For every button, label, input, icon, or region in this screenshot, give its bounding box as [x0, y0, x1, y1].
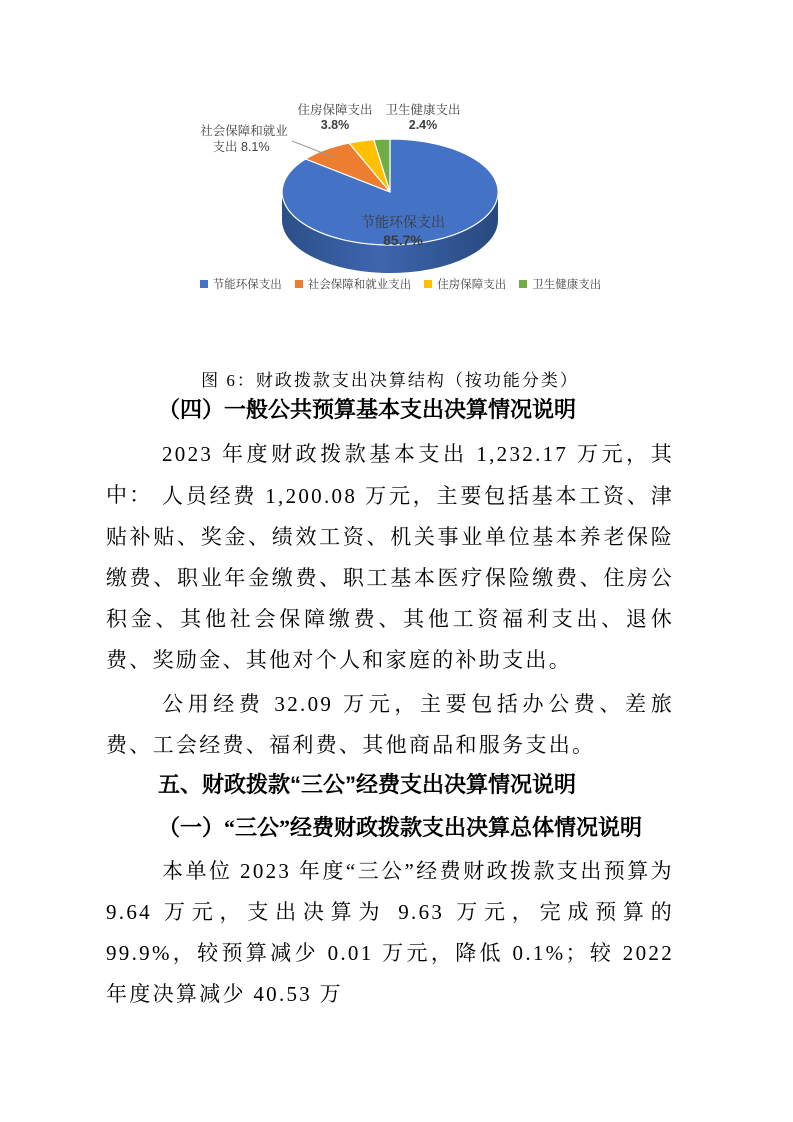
legend-label: 卫生健康支出 — [532, 279, 602, 291]
legend-swatch-orange-icon — [295, 280, 303, 288]
heading-subsection-one: （一）“三公”经费财政拨款支出决算总体情况说明 — [158, 815, 643, 840]
legend-item-housing — [424, 276, 506, 292]
data-label-social-line2: 支出 8.1% — [212, 140, 270, 154]
legend-item-social-security — [295, 276, 412, 292]
legend-swatch-yellow-icon — [424, 280, 432, 288]
data-label-social-line1: 社会保障和就业 — [200, 124, 288, 138]
heading-section-four: （四）一般公共预算基本支出决算情况说明 — [158, 397, 577, 422]
legend-item-health — [519, 276, 601, 292]
data-label-health-line2: 2.4% — [408, 118, 438, 132]
legend-label: 社会保障和就业支出 — [307, 279, 412, 291]
figure-caption: 图 6：财政拨款支出决算结构（按功能分类） — [201, 371, 579, 390]
paragraph-personnel-expenses: 人员经费 1,200.08 万元，主要包括基本工资、津贴补贴、奖金、绩效工资、机关事业单位基本养老保险缴费、职业年金缴费、职工基本医疗保险缴费、住房公积金、其他社会保障缴费、其他工资福利支出、退休费、奖励金、其他对个人和家庭的补助支出。 — [106, 484, 674, 672]
heading-section-five: 五、财政拨款“三公”经费支出决算情况说明 — [158, 772, 577, 797]
data-label-main-line1: 节能环保支出 — [361, 214, 445, 230]
data-label-housing-line2: 3.8% — [320, 118, 350, 132]
data-label-housing-line1: 住房保障支出 — [297, 103, 373, 117]
legend-item-energy-conservation — [200, 276, 282, 292]
data-label-health-line1: 卫生健康支出 — [385, 103, 461, 117]
paragraph-public-expenses: 公用经费 32.09 万元，主要包括办公费、差旅费、工会经费、福利费、其他商品和服务支出。 — [106, 692, 674, 757]
paragraph-basic-expenditure-total: 2023 年度财政拨款基本支出 1,232.17 万元，其中： — [106, 442, 674, 507]
data-label-main-line2: 85.7% — [383, 232, 423, 248]
legend-swatch-blue-icon — [200, 280, 208, 288]
pie-chart-figure — [148, 95, 653, 307]
paragraph-sangong-overview: 本单位 2023 年度“三公”经费财政拨款支出预算为 9.64 万元，支出决算为 9.63 万元，完成预算的 99.9%，较预算减少 0.01 万元，降低 0.1%；较 2022 年度决算减少 40.53 万 — [106, 859, 674, 1006]
legend-label: 节能环保支出 — [212, 279, 282, 291]
legend-label: 住房保障支出 — [437, 279, 507, 291]
legend-swatch-green-icon — [519, 280, 527, 288]
chart-legend — [148, 276, 653, 292]
